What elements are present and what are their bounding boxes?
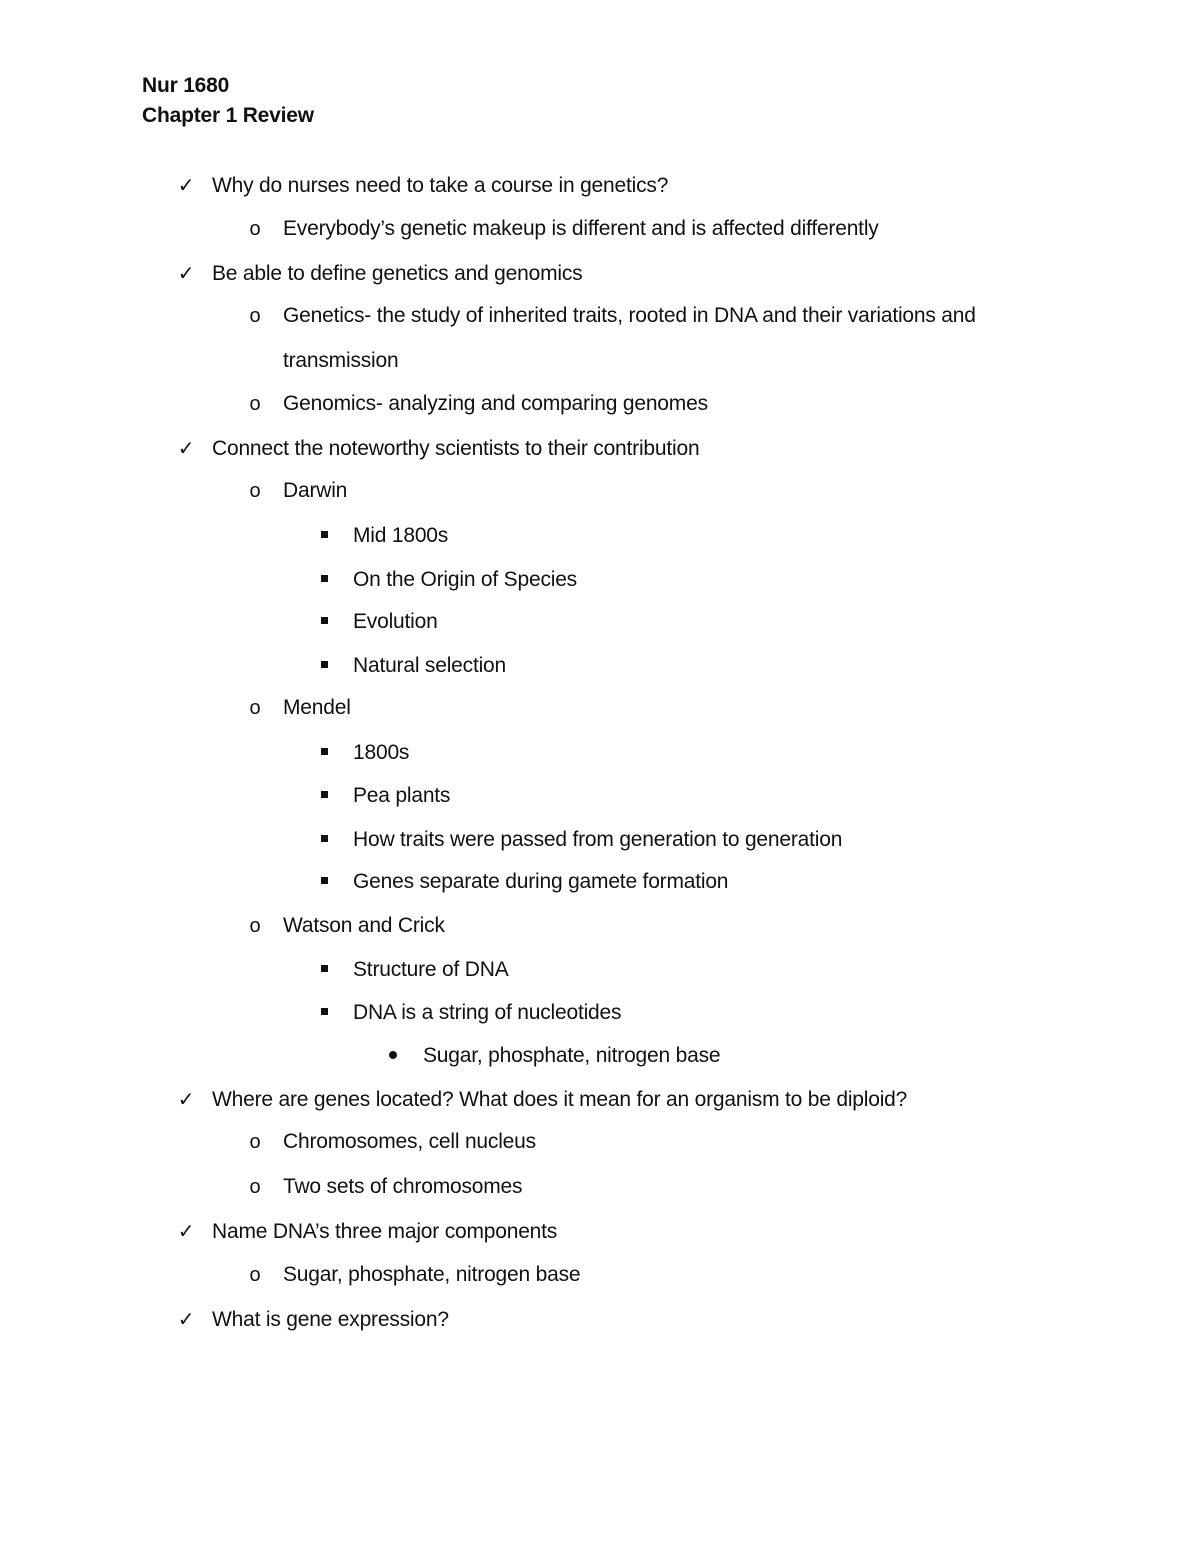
checkmark-icon: ✓	[177, 175, 195, 197]
question-text: Where are genes located? What does it mean for an organism to be diploid?	[212, 1088, 908, 1111]
circle-bullet-icon: o	[249, 915, 261, 937]
square-bullet-icon	[312, 566, 336, 594]
square-bullet-icon	[312, 608, 336, 636]
detail-text: Evolution	[353, 610, 438, 633]
square-bullet-icon	[312, 739, 336, 767]
answer-text: Everybody’s genetic makeup is different and is affected differently	[283, 217, 879, 240]
scientist-name: Mendel	[283, 696, 351, 719]
detail-text: DNA is a string of nucleotides	[353, 1001, 622, 1024]
checkmark-icon: ✓	[177, 1089, 195, 1111]
circle-bullet-icon: o	[249, 697, 261, 719]
answer-text: Two sets of chromosomes	[283, 1175, 523, 1198]
checkmark-icon: ✓	[177, 438, 195, 460]
question-text: Name DNA’s three major components	[212, 1220, 558, 1243]
square-bullet-icon	[312, 652, 336, 680]
circle-bullet-icon: o	[249, 1264, 261, 1286]
detail-text: Structure of DNA	[353, 958, 509, 981]
detail-text: Genes separate during gamete formation	[353, 870, 729, 893]
detail-text: On the Origin of Species	[353, 568, 577, 591]
round-bullet-icon	[381, 1042, 405, 1070]
square-bullet-icon	[312, 956, 336, 984]
square-bullet-icon	[312, 826, 336, 854]
answer-text: Sugar, phosphate, nitrogen base	[283, 1263, 581, 1286]
circle-bullet-icon: o	[249, 1131, 261, 1153]
course-code: Nur 1680	[142, 74, 230, 97]
checkmark-icon: ✓	[177, 263, 195, 285]
scientist-name: Darwin	[283, 479, 348, 502]
subdetail-text: Sugar, phosphate, nitrogen base	[423, 1044, 721, 1067]
scientist-name: Watson and Crick	[283, 914, 445, 937]
document-title: Chapter 1 Review	[142, 104, 314, 127]
circle-bullet-icon: o	[249, 218, 261, 240]
detail-text: Mid 1800s	[353, 524, 449, 547]
square-bullet-icon	[312, 782, 336, 810]
square-bullet-icon	[312, 522, 336, 550]
question-text: Be able to define genetics and genomics	[212, 262, 583, 285]
answer-text: Genetics- the study of inherited traits, rooted in DNA and their variations and	[283, 304, 976, 327]
square-bullet-icon	[312, 868, 336, 896]
checkmark-icon: ✓	[177, 1309, 195, 1331]
answer-text: Genomics- analyzing and comparing genomes	[283, 392, 708, 415]
checkmark-icon: ✓	[177, 1221, 195, 1243]
detail-text: Natural selection	[353, 654, 507, 677]
circle-bullet-icon: o	[249, 393, 261, 415]
question-text: Why do nurses need to take a course in genetics?	[212, 174, 669, 197]
square-bullet-icon	[312, 999, 336, 1027]
detail-text: How traits were passed from generation to generation	[353, 828, 843, 851]
question-text: What is gene expression?	[212, 1308, 449, 1331]
question-text: Connect the noteworthy scientists to their contribution	[212, 437, 700, 460]
circle-bullet-icon: o	[249, 305, 261, 327]
circle-bullet-icon: o	[249, 1176, 261, 1198]
detail-text: Pea plants	[353, 784, 451, 807]
circle-bullet-icon: o	[249, 480, 261, 502]
answer-text: Chromosomes, cell nucleus	[283, 1130, 536, 1153]
detail-text: 1800s	[353, 741, 410, 764]
answer-text: transmission	[283, 349, 399, 372]
